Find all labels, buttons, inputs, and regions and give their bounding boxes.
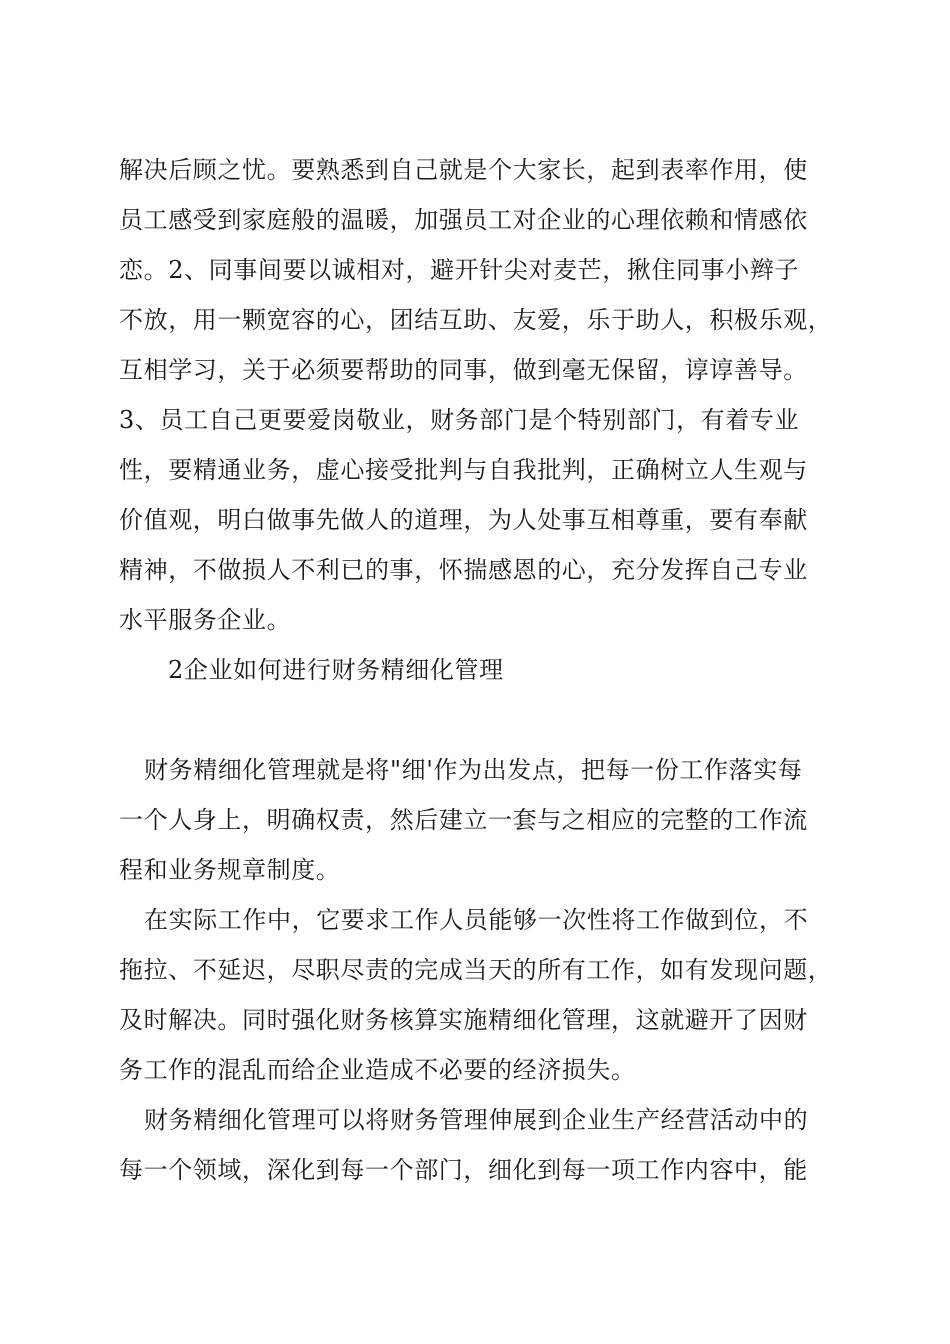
text-line: 在实际工作中，它要求工作人员能够一次性将工作做到位，不: [144, 906, 809, 934]
text-line: 程和业务规章制度。: [119, 856, 341, 884]
text-line: 员工感受到家庭般的温暖，加强员工对企业的心理依赖和情感依: [119, 206, 808, 234]
text-line: 及时解决。同时强化财务核算实施精细化管理，这就避开了因财: [119, 1006, 808, 1034]
text-line: 财务精细化管理就是将"细'作为出发点，把每一份工作落实每: [144, 756, 803, 784]
text-line: 互相学习，关于必须要帮助的同事，做到毫无保留，谆谆善导。: [119, 356, 808, 384]
text-line: 每一个领域，深化到每一个部门，细化到每一项工作内容中，能: [119, 1156, 808, 1184]
text-line: 财务精细化管理可以将财务管理伸展到企业生产经营活动中的: [144, 1106, 809, 1134]
text-line: 3、员工自己更要爱岗敬业，财务部门是个特别部门，有着专业: [119, 406, 800, 434]
text-line: 水平服务企业。: [119, 606, 292, 634]
text-line: 性，要精通业务，虚心接受批判与自我批判，正确树立人生观与: [119, 456, 808, 484]
text-line: 价值观，明白做事先做人的道理，为人处事互相尊重，要有奉献: [119, 506, 808, 534]
text-line: 精神，不做损人不利已的事，怀揣感恩的心，充分发挥自己专业: [119, 556, 808, 584]
text-line: 一个人身上，明确权责，然后建立一套与之相应的完整的工作流: [119, 806, 808, 834]
text-line: 拖拉、不延迟，尽职尽责的完成当天的所有工作，如有发现问题，: [119, 956, 833, 984]
text-line: 不放，用一颗宽容的心，团结互助、友爱，乐于助人，积极乐观，: [119, 306, 833, 334]
text-line: 解决后顾之忧。要熟悉到自己就是个大家长，起到表率作用，使: [119, 156, 808, 184]
text-line: 恋。2、同事间要以诚相对，避开针尖对麦芒，揪住同事小辫子: [119, 256, 800, 284]
text-line: 务工作的混乱而给企业造成不必要的经济损失。: [119, 1056, 636, 1084]
section-heading: 2企业如何进行财务精细化管理: [168, 656, 504, 684]
